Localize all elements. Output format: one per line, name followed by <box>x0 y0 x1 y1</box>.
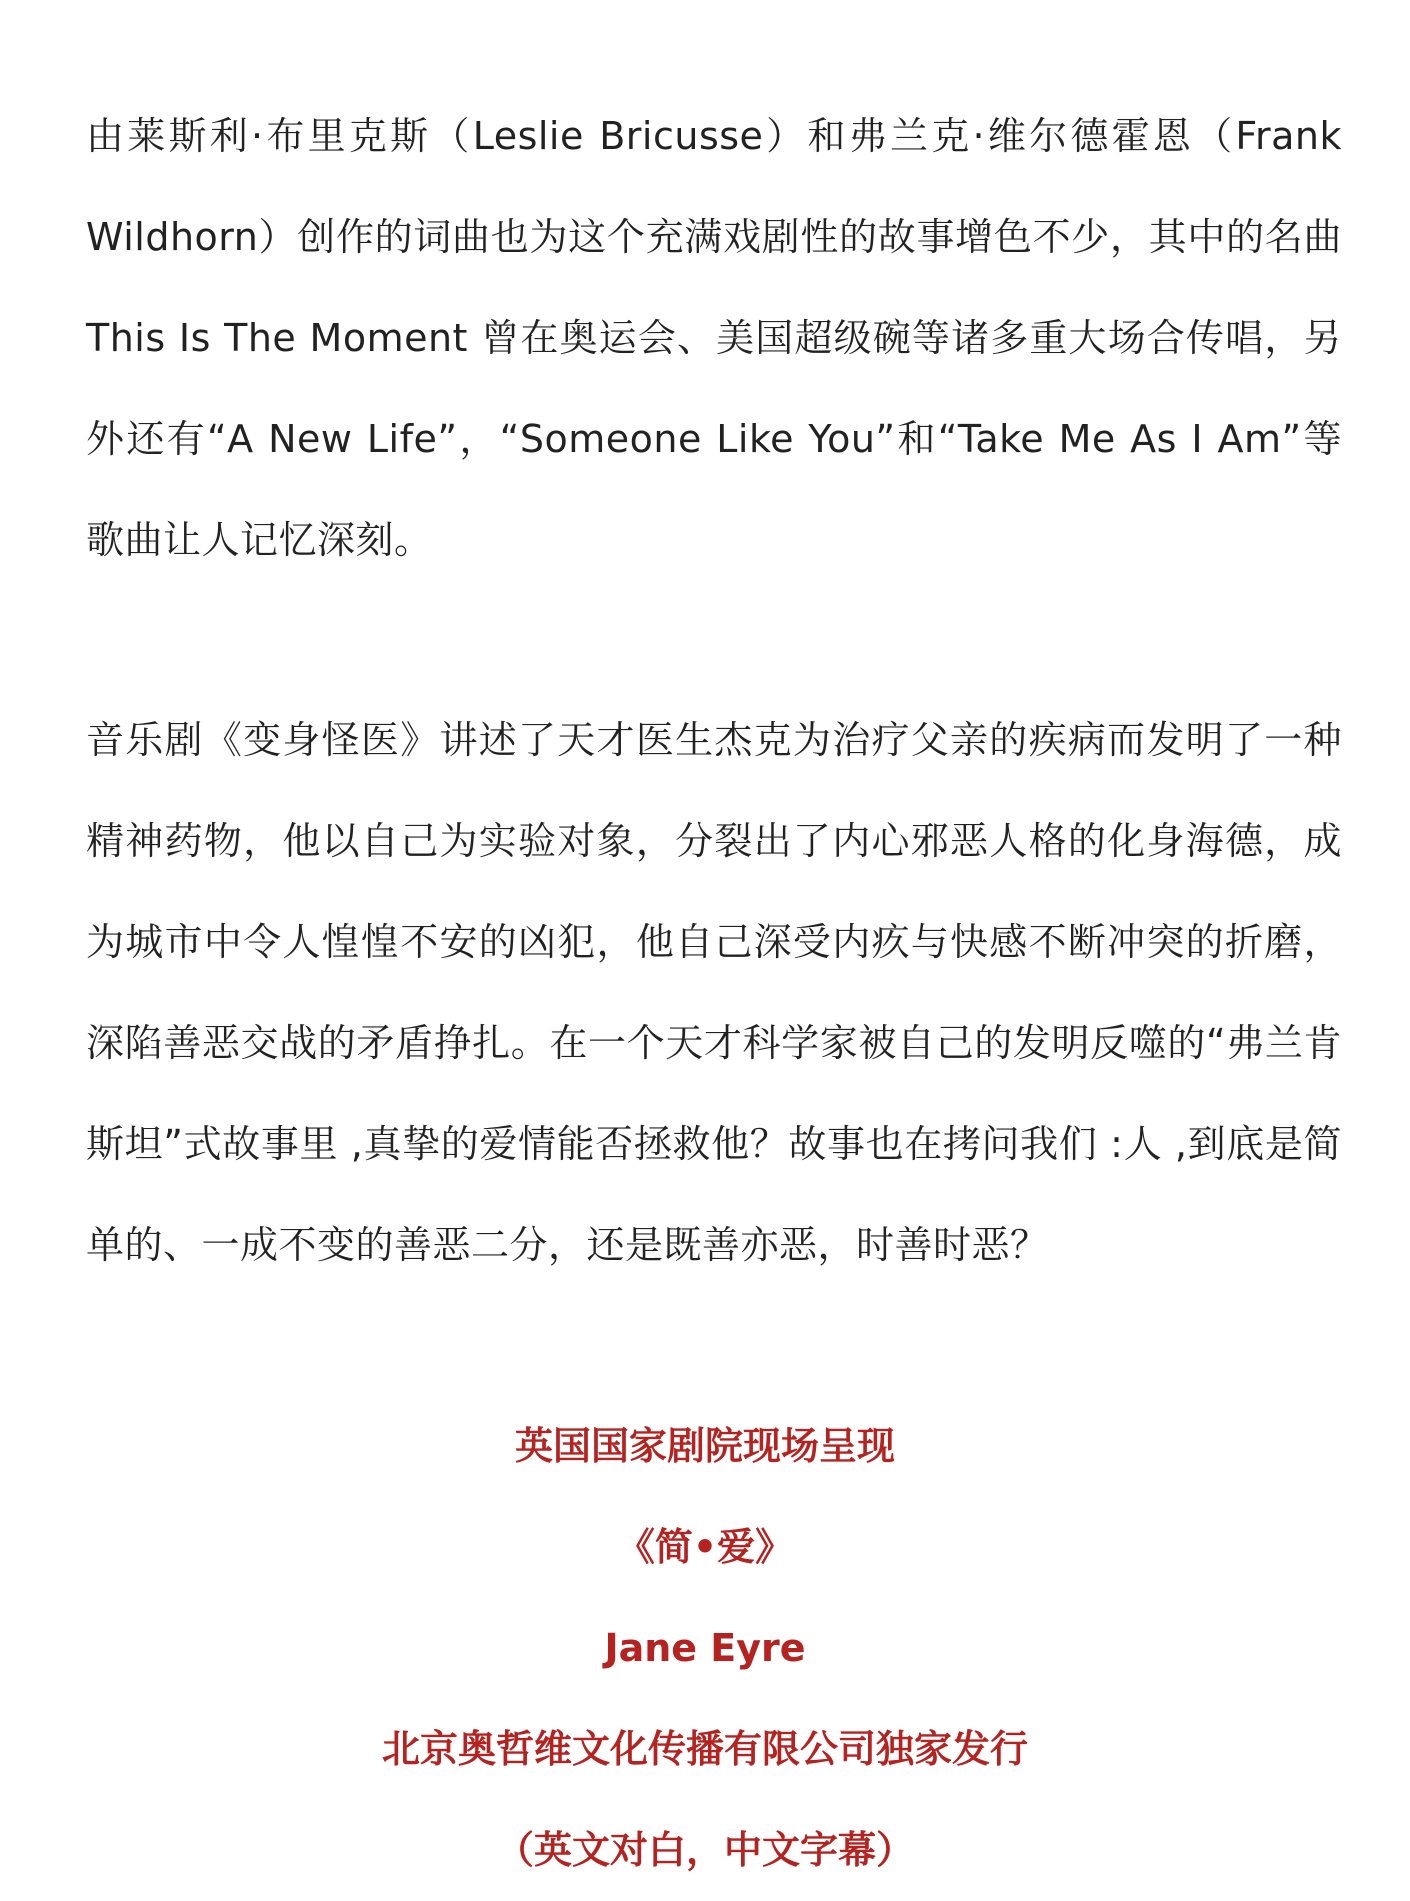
distributor-line: 北京奥哲维文化传播有限公司独家发行 <box>381 1727 1028 1771</box>
title-chinese: 《简•爱》 <box>616 1525 794 1569</box>
screening-announcement <box>0 1396 1410 1901</box>
title-english: Jane Eyre <box>604 1626 806 1670</box>
presenter-line: 英国国家剧院现场呈现 <box>514 1424 895 1468</box>
body-paragraph-songs: 由莱斯利·布里克斯（Leslie Bricusse）和弗兰克·维尔德霍恩（Frank Wildhorn）创作的词曲也为这个充满戏剧性的故事增色不少，其中的名曲This Is The Moment 曾在奥运会、美国超级碗等诸多重大场合传唱，另外还有“A New Life”，“Someone Like You”和“Take Me As I Am”等歌曲让人记忆深刻。 <box>86 114 1342 562</box>
language-note: （英文对白，中文字幕） <box>495 1828 914 1872</box>
body-paragraph-synopsis: 音乐剧《变身怪医》讲述了天才医生杰克为治疗父亲的疾病而发明了一种精神药物，他以自己为实验对象，分裂出了内心邪恶人格的化身海德，成为城市中令人惶惶不安的凶犯，他自己深受内疚与快感不断冲突的折磨，深陷善恶交战的矛盾挣扎。在一个天才科学家被自己的发明反噬的“弗兰肯斯坦”式故事里 ,真挚的爱情能否拯救他？故事也在拷问我们 :人 ,到底是简单的、一成不变的善恶二分，还是既善亦恶，时善时恶？ <box>86 718 1342 1267</box>
